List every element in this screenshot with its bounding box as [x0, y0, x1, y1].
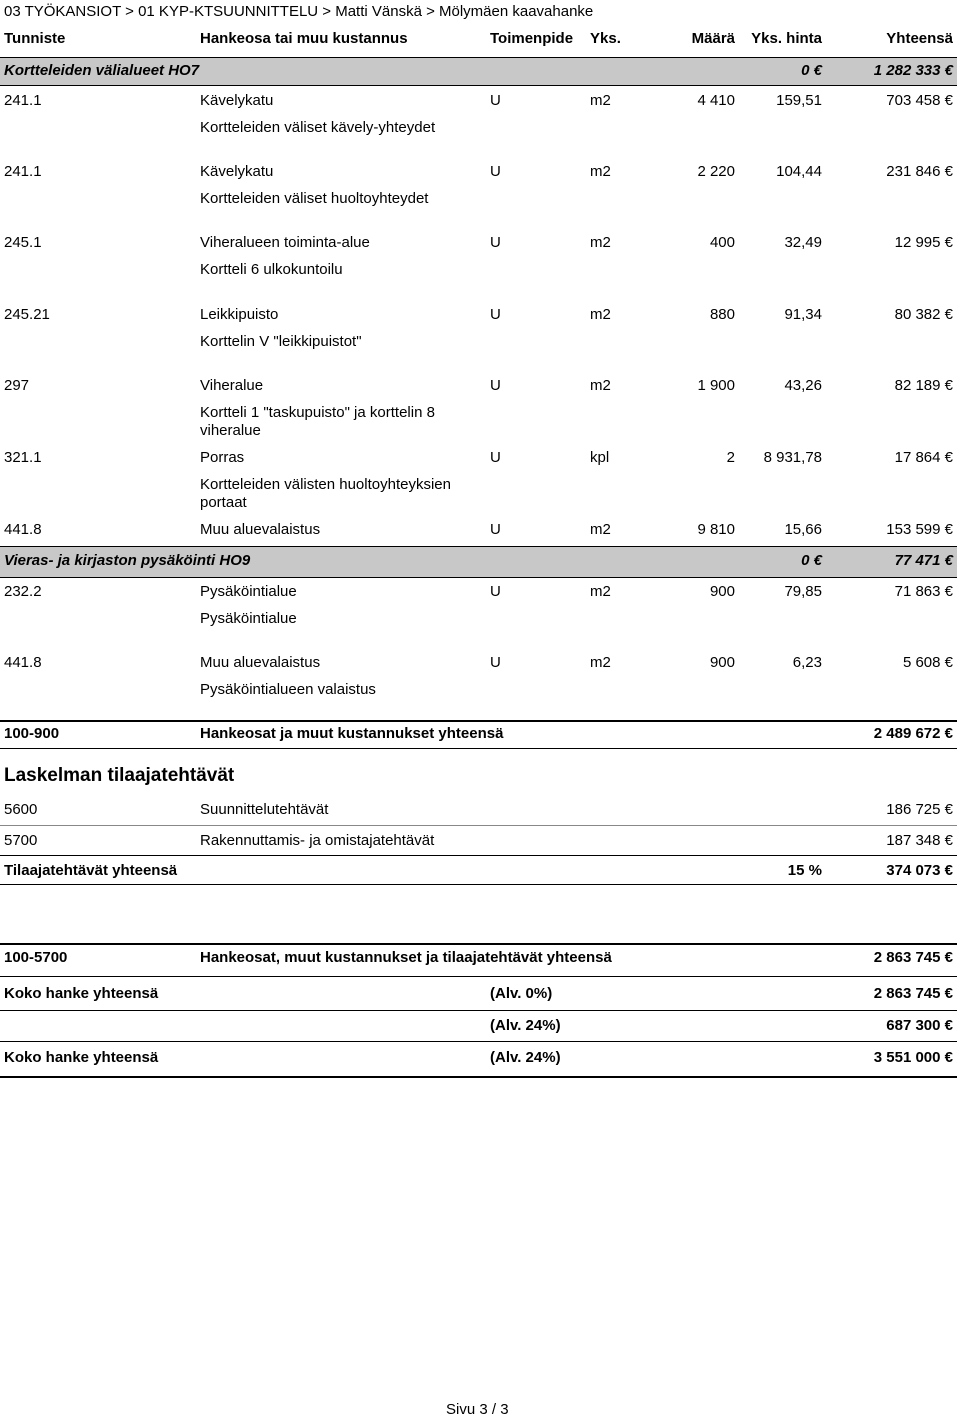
row-id: 5600 — [4, 801, 38, 818]
row-price: 91,34 — [784, 306, 822, 323]
row-desc: Viheralue — [200, 377, 264, 394]
col-header-unit-price: Yks. hinta — [751, 30, 822, 47]
row-unit: m2 — [590, 654, 611, 671]
row-total: 187 348 € — [886, 832, 953, 849]
row-desc: Rakennuttamis- ja omistajatehtävät — [200, 832, 435, 849]
row-price: 6,23 — [792, 654, 822, 671]
group-title: Kortteleiden välialueet HO7 — [4, 62, 200, 79]
row-note: Korttelin V "leikkipuistot" — [200, 333, 362, 350]
col-header-qty: Määrä — [691, 30, 735, 47]
vat24-amount: 687 300 € — [886, 1017, 953, 1034]
row-total: 80 382 € — [894, 306, 953, 323]
group-zero: 0 € — [801, 62, 822, 79]
row-action: U — [490, 92, 501, 109]
row-unit: m2 — [590, 163, 611, 180]
group-title: Vieras- ja kirjaston pysäköinti HO9 — [4, 552, 251, 569]
row-qty: 880 — [709, 306, 735, 323]
divider — [0, 1010, 957, 1011]
row-unit: m2 — [590, 92, 611, 109]
group-zero: 0 € — [801, 552, 822, 569]
row-price: 8 931,78 — [763, 449, 822, 466]
row-note: Pysäköintialueen valaistus — [200, 681, 376, 698]
client-total-label: Tilaajatehtävät yhteensä — [4, 862, 178, 879]
row-desc: Kävelykatu — [200, 92, 274, 109]
row-desc: Leikkipuisto — [200, 306, 279, 323]
divider — [0, 1041, 957, 1042]
row-unit: m2 — [590, 234, 611, 251]
row-desc: Muu aluevalaistus — [200, 654, 321, 671]
row-qty: 2 220 — [697, 163, 735, 180]
row-total: 17 864 € — [894, 449, 953, 466]
client-percent: 15 % — [787, 862, 822, 879]
row-action: U — [490, 163, 501, 180]
row-qty: 900 — [709, 654, 735, 671]
client-total: 374 073 € — [886, 862, 953, 879]
row-id: 441.8 — [4, 521, 42, 538]
row-desc: Pysäköintialue — [200, 583, 297, 600]
project-total-label-2: Koko hanke yhteensä — [4, 1049, 159, 1066]
vat24-total: 3 551 000 € — [873, 1049, 953, 1066]
row-note: Pysäköintialue — [200, 610, 297, 627]
page-number: Sivu 3 / 3 — [446, 1401, 509, 1418]
breadcrumb: 03 TYÖKANSIOT > 01 KYP-KTSUUNNITTELU > Matti Vänskä > Mölymäen kaavahanke — [4, 3, 594, 20]
subtotal-label: Hankeosat ja muut kustannukset yhteensä — [200, 725, 504, 742]
row-desc: Muu aluevalaistus — [200, 521, 321, 538]
row-action: U — [490, 449, 501, 466]
row-id: 321.1 — [4, 449, 42, 466]
row-price: 104,44 — [776, 163, 822, 180]
row-price: 43,26 — [784, 377, 822, 394]
row-qty: 900 — [709, 583, 735, 600]
row-id: 241.1 — [4, 92, 42, 109]
grand-total: 2 863 745 € — [873, 949, 953, 966]
row-price: 32,49 — [784, 234, 822, 251]
row-desc: Kävelykatu — [200, 163, 274, 180]
row-unit: kpl — [590, 449, 610, 466]
row-unit: m2 — [590, 521, 611, 538]
col-header-total: Yhteensä — [886, 30, 953, 47]
row-desc: Suunnittelutehtävät — [200, 801, 329, 818]
row-unit: m2 — [590, 306, 611, 323]
row-id: 245.1 — [4, 234, 42, 251]
row-total: 82 189 € — [894, 377, 953, 394]
row-total: 71 863 € — [894, 583, 953, 600]
row-price: 79,85 — [784, 583, 822, 600]
divider — [0, 720, 957, 722]
row-total: 153 599 € — [886, 521, 953, 538]
row-unit: m2 — [590, 377, 611, 394]
subtotal-total: 2 489 672 € — [873, 725, 953, 742]
row-action: U — [490, 654, 501, 671]
row-note: Kortteli 1 "taskupuisto" ja korttelin 8 viheralue — [200, 404, 435, 439]
divider — [0, 1076, 957, 1078]
row-total: 5 608 € — [902, 654, 953, 671]
col-header-unit: Yks. — [590, 30, 621, 47]
row-qty: 400 — [709, 234, 735, 251]
row-action: U — [490, 306, 501, 323]
row-qty: 1 900 — [697, 377, 735, 394]
col-header-desc: Hankeosa tai muu kustannus — [200, 30, 408, 47]
row-id: 245.21 — [4, 306, 50, 323]
row-qty: 2 — [726, 449, 735, 466]
divider — [0, 976, 957, 977]
grand-label: Hankeosat, muut kustannukset ja tilaajatehtävät yhteensä — [200, 949, 612, 966]
row-total: 703 458 € — [886, 92, 953, 109]
divider — [0, 943, 957, 945]
row-id: 297 — [4, 377, 30, 394]
row-id: 241.1 — [4, 163, 42, 180]
divider — [0, 825, 957, 826]
row-total: 12 995 € — [894, 234, 953, 251]
row-qty: 9 810 — [697, 521, 735, 538]
row-note: Kortteleiden väliset kävely-yhteydet — [200, 119, 436, 136]
row-action: U — [490, 583, 501, 600]
vat24-label-2: (Alv. 24%) — [490, 1049, 561, 1066]
subtotal-id: 100-900 — [4, 725, 60, 742]
project-total-label: Koko hanke yhteensä — [4, 985, 159, 1002]
section-heading: Laskelman tilaajatehtävät — [4, 765, 235, 786]
row-price: 15,66 — [784, 521, 822, 538]
col-header-action: Toimenpide — [490, 30, 574, 47]
vat0-total: 2 863 745 € — [873, 985, 953, 1002]
row-id: 5700 — [4, 832, 38, 849]
row-price: 159,51 — [776, 92, 822, 109]
row-id: 441.8 — [4, 654, 42, 671]
grand-id: 100-5700 — [4, 949, 68, 966]
row-action: U — [490, 521, 501, 538]
group-total: 1 282 333 € — [873, 62, 953, 79]
col-header-id: Tunniste — [4, 30, 66, 47]
vat0-label: (Alv. 0%) — [490, 985, 553, 1002]
row-note: Kortteli 6 ulkokuntoilu — [200, 261, 343, 278]
row-note: Kortteleiden väliset huoltoyhteydet — [200, 190, 429, 207]
row-unit: m2 — [590, 583, 611, 600]
divider — [0, 748, 957, 749]
row-action: U — [490, 234, 501, 251]
divider — [0, 884, 957, 885]
vat24-label: (Alv. 24%) — [490, 1017, 561, 1034]
group-total: 77 471 € — [894, 552, 953, 569]
row-action: U — [490, 377, 501, 394]
divider — [0, 855, 957, 856]
row-total: 231 846 € — [886, 163, 953, 180]
row-id: 232.2 — [4, 583, 42, 600]
row-note: Kortteleiden välisten huoltoyhteyksien portaat — [200, 476, 451, 511]
row-desc: Viheralueen toiminta-alue — [200, 234, 370, 251]
row-total: 186 725 € — [886, 801, 953, 818]
row-qty: 4 410 — [697, 92, 735, 109]
row-desc: Porras — [200, 449, 245, 466]
